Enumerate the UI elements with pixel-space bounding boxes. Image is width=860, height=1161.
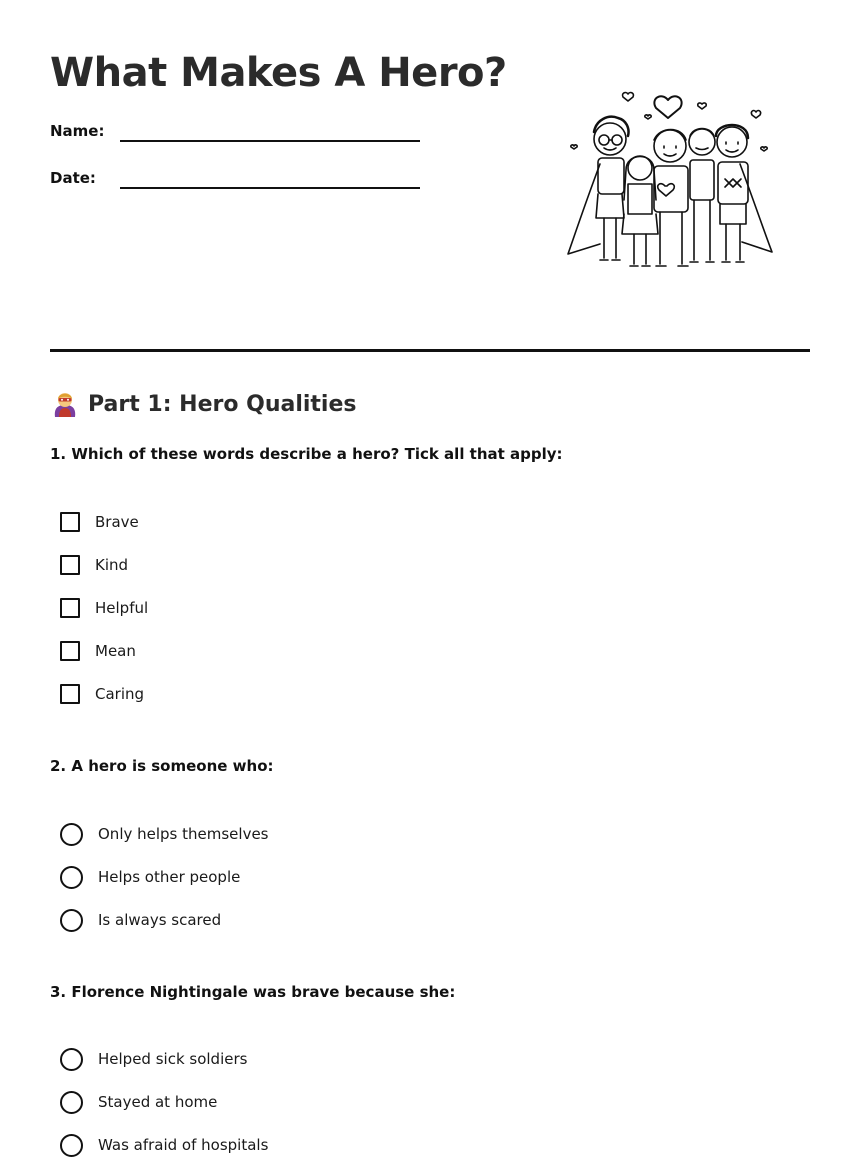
- checkbox[interactable]: [60, 598, 80, 618]
- checkbox[interactable]: [60, 684, 80, 704]
- option-brave[interactable]: [60, 510, 139, 534]
- option-label: Stayed at home: [98, 1093, 218, 1111]
- option-mean[interactable]: [60, 639, 136, 663]
- date-label: Date:: [50, 169, 96, 187]
- name-label: Name:: [50, 122, 105, 140]
- radio-button[interactable]: [60, 1091, 83, 1114]
- option-stayed-at-home[interactable]: [60, 1090, 217, 1114]
- question-3-prompt: 3. Florence Nightingale was brave because she:: [50, 983, 456, 1001]
- option-kind[interactable]: [60, 553, 128, 577]
- option-label: Mean: [95, 642, 136, 660]
- radio-button[interactable]: [60, 866, 83, 889]
- radio-button[interactable]: [60, 909, 83, 932]
- date-line[interactable]: [120, 187, 420, 189]
- option-label: Helpful: [95, 599, 149, 617]
- date-field[interactable]: [50, 169, 430, 199]
- checkbox[interactable]: [60, 641, 80, 661]
- checkbox[interactable]: [60, 555, 80, 575]
- option-label: Caring: [95, 685, 145, 703]
- option-label: Helps other people: [98, 868, 241, 886]
- superhero-children-illustration-icon: [560, 84, 780, 304]
- option-label: Brave: [95, 513, 139, 531]
- option-helped-sick-soldiers[interactable]: [60, 1047, 247, 1071]
- option-caring[interactable]: [60, 682, 144, 706]
- option-label: Is always scared: [98, 911, 222, 929]
- option-label: Was afraid of hospitals: [98, 1136, 269, 1154]
- question-2-prompt: 2. A hero is someone who:: [50, 757, 274, 775]
- section-divider: [50, 349, 810, 352]
- option-was-afraid-of-hospitals[interactable]: [60, 1133, 268, 1157]
- option-is-always-scared[interactable]: [60, 908, 221, 932]
- option-only-helps-themselves[interactable]: [60, 822, 269, 846]
- page-title: What Makes A Hero?: [50, 50, 507, 96]
- part1-heading: [50, 389, 357, 419]
- superhero-emoji-icon: [50, 389, 80, 419]
- option-label: Helped sick soldiers: [98, 1050, 248, 1068]
- option-helpful[interactable]: [60, 596, 148, 620]
- name-line[interactable]: [120, 140, 420, 142]
- radio-button[interactable]: [60, 1134, 83, 1157]
- option-label: Only helps themselves: [98, 825, 269, 843]
- option-helps-other-people[interactable]: [60, 865, 240, 889]
- radio-button[interactable]: [60, 823, 83, 846]
- question-1-prompt: 1. Which of these words describe a hero? Tick all that apply:: [50, 445, 563, 463]
- option-label: Kind: [95, 556, 129, 574]
- checkbox[interactable]: [60, 512, 80, 532]
- radio-button[interactable]: [60, 1048, 83, 1071]
- part1-heading-text: Part 1: Hero Qualities: [88, 391, 357, 417]
- name-field[interactable]: [50, 122, 430, 152]
